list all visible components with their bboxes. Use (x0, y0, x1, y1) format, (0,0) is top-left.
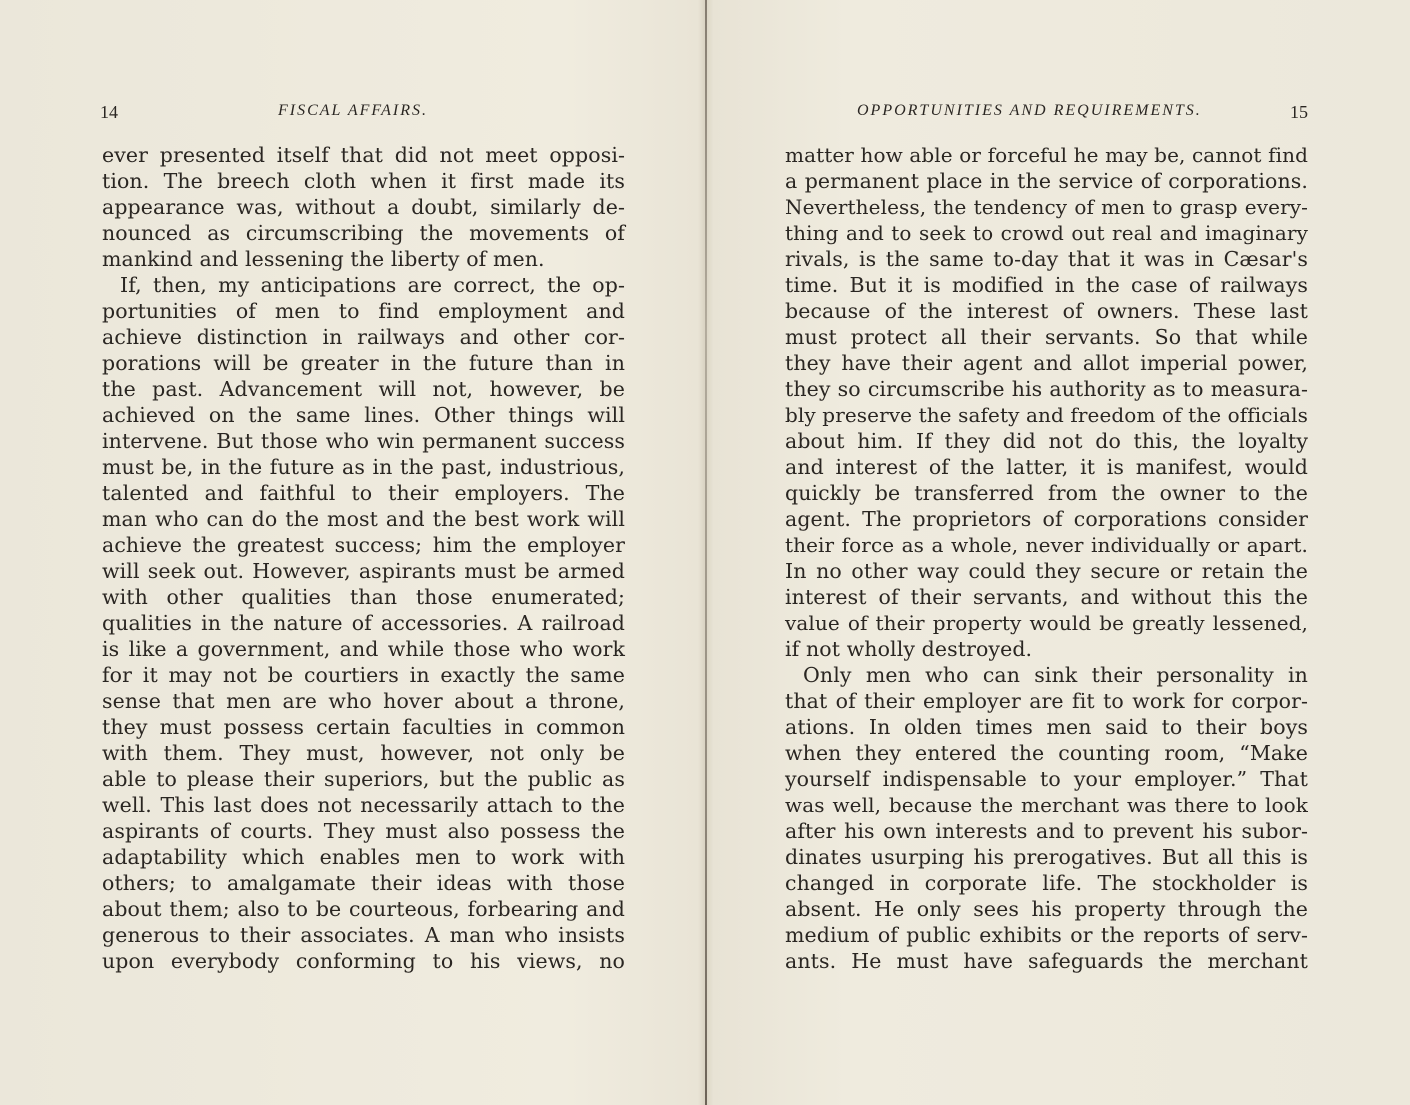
text-line: after his own interests and to prevent his subor- (785, 819, 1308, 843)
text-line: must be, in the future as in the past, industrious, (102, 455, 625, 479)
right-page-body (785, 142, 1308, 974)
text-line: achieve distinction in railways and other cor- (102, 325, 625, 349)
text-line: because of the interest of owners. These last (785, 299, 1308, 323)
text-line: sense that men are who hover about a throne, (102, 689, 625, 713)
text-line: about him. If they did not do this, the loyalty (785, 429, 1308, 453)
text-line: Only men who can sink their personality in (803, 663, 1308, 687)
text-line: was well, because the merchant was there to look (785, 793, 1308, 817)
text-line: adaptability which enables men to work with (102, 845, 625, 869)
text-line: able to please their superiors, but the public as (102, 767, 625, 791)
text-line: Nevertheless, the tendency of men to grasp every- (785, 195, 1308, 219)
text-line: quickly be transferred from the owner to the (785, 481, 1308, 505)
text-line: that of their employer are fit to work for corpor- (785, 689, 1308, 713)
text-line: achieved on the same lines. Other things will (102, 403, 625, 427)
text-line: will seek out. However, aspirants must be armed (102, 559, 625, 583)
right-page (783, 0, 1313, 1105)
text-line: dinates usurping his prerogatives. But all this is (785, 845, 1308, 869)
text-line: changed in corporate life. The stockholder is (785, 871, 1308, 895)
text-line: about them; also to be courteous, forbearing and (102, 897, 625, 921)
text-line: a permanent place in the service of corporations. (785, 169, 1308, 193)
text-line: value of their property would be greatly lessened, (785, 611, 1308, 635)
text-line: rivals, is the same to-day that it was in Cæsar's (785, 247, 1308, 271)
text-line: In no other way could they secure or retain the (785, 559, 1308, 583)
text-line: when they entered the counting room, “Make (785, 741, 1308, 765)
text-line: and interest of the latter, it is manifest, would (785, 455, 1308, 479)
text-line: matter how able or forceful he may be, cannot find (785, 143, 1308, 167)
running-head: FISCAL AFFAIRS. (278, 102, 428, 119)
text-line: man who can do the most and the best work will (102, 507, 625, 531)
text-line: nounced as circumscribing the movements of (102, 221, 625, 245)
text-line: generous to their associates. A man who insists (102, 923, 625, 947)
text-line: medium of public exhibits or the reports of serv- (785, 923, 1308, 947)
text-line: they have their agent and allot imperial power, (785, 351, 1308, 375)
text-line: talented and faithful to their employers. The (102, 481, 625, 505)
text-line: they must possess certain faculties in common (102, 715, 625, 739)
text-line: if not wholly destroyed. (785, 637, 1033, 661)
text-line: portunities of men to find employment and (102, 299, 625, 323)
text-line: mankind and lessening the liberty of men. (102, 247, 545, 271)
text-line: time. But it is modified in the case of railways (785, 273, 1308, 297)
text-line: agent. The proprietors of corporations consider (785, 507, 1308, 531)
right-page-header (783, 100, 1308, 124)
text-line: intervene. But those who win permanent success (102, 429, 625, 453)
text-line: upon everybody conforming to his views, no (102, 949, 625, 973)
text-line: absent. He only sees his property through the (785, 897, 1308, 921)
left-page-header (100, 100, 625, 124)
left-page-body (102, 142, 625, 974)
text-line: for it may not be courtiers in exactly the same (102, 663, 625, 687)
text-line: qualities in the nature of accessories. A railroad (102, 611, 625, 635)
text-line: ever presented itself that did not meet opposi- (102, 143, 625, 167)
text-line: interest of their servants, and without this the (785, 585, 1308, 609)
text-line: bly preserve the safety and freedom of the officials (785, 403, 1308, 427)
text-line: porations will be greater in the future than in (102, 351, 625, 375)
text-line: yourself indispensable to your employer.” That (785, 767, 1308, 791)
text-line: the past. Advancement will not, however, be (102, 377, 625, 401)
page-number: 14 (100, 102, 118, 122)
text-line: they so circumscribe his authority as to measura- (785, 377, 1308, 401)
text-line: others; to amalgamate their ideas with those (102, 871, 625, 895)
page-number: 15 (1290, 102, 1308, 122)
text-line: tion. The breech cloth when it first made its (102, 169, 625, 193)
text-line: If, then, my anticipations are correct, the op- (120, 273, 625, 297)
text-line: aspirants of courts. They must also possess the (102, 819, 625, 843)
text-line: well. This last does not necessarily attach to the (102, 793, 625, 817)
book-gutter (705, 0, 707, 1105)
text-line: with other qualities than those enumerated; (102, 585, 625, 609)
text-line: appearance was, without a doubt, similarly de- (102, 195, 625, 219)
text-line: is like a government, and while those who work (102, 637, 625, 661)
text-line: with them. They must, however, not only be (102, 741, 625, 765)
left-page (100, 0, 630, 1105)
running-head: OPPORTUNITIES AND REQUIREMENTS. (857, 102, 1202, 119)
text-line: ations. In olden times men said to their boys (785, 715, 1308, 739)
text-line: thing and to seek to crowd out real and imaginary (785, 221, 1308, 245)
text-line: ants. He must have safeguards the merchant (785, 949, 1308, 973)
text-line: must protect all their servants. So that while (785, 325, 1308, 349)
text-line: their force as a whole, never individually or apart. (785, 533, 1308, 557)
text-line: achieve the greatest success; him the employer (102, 533, 625, 557)
